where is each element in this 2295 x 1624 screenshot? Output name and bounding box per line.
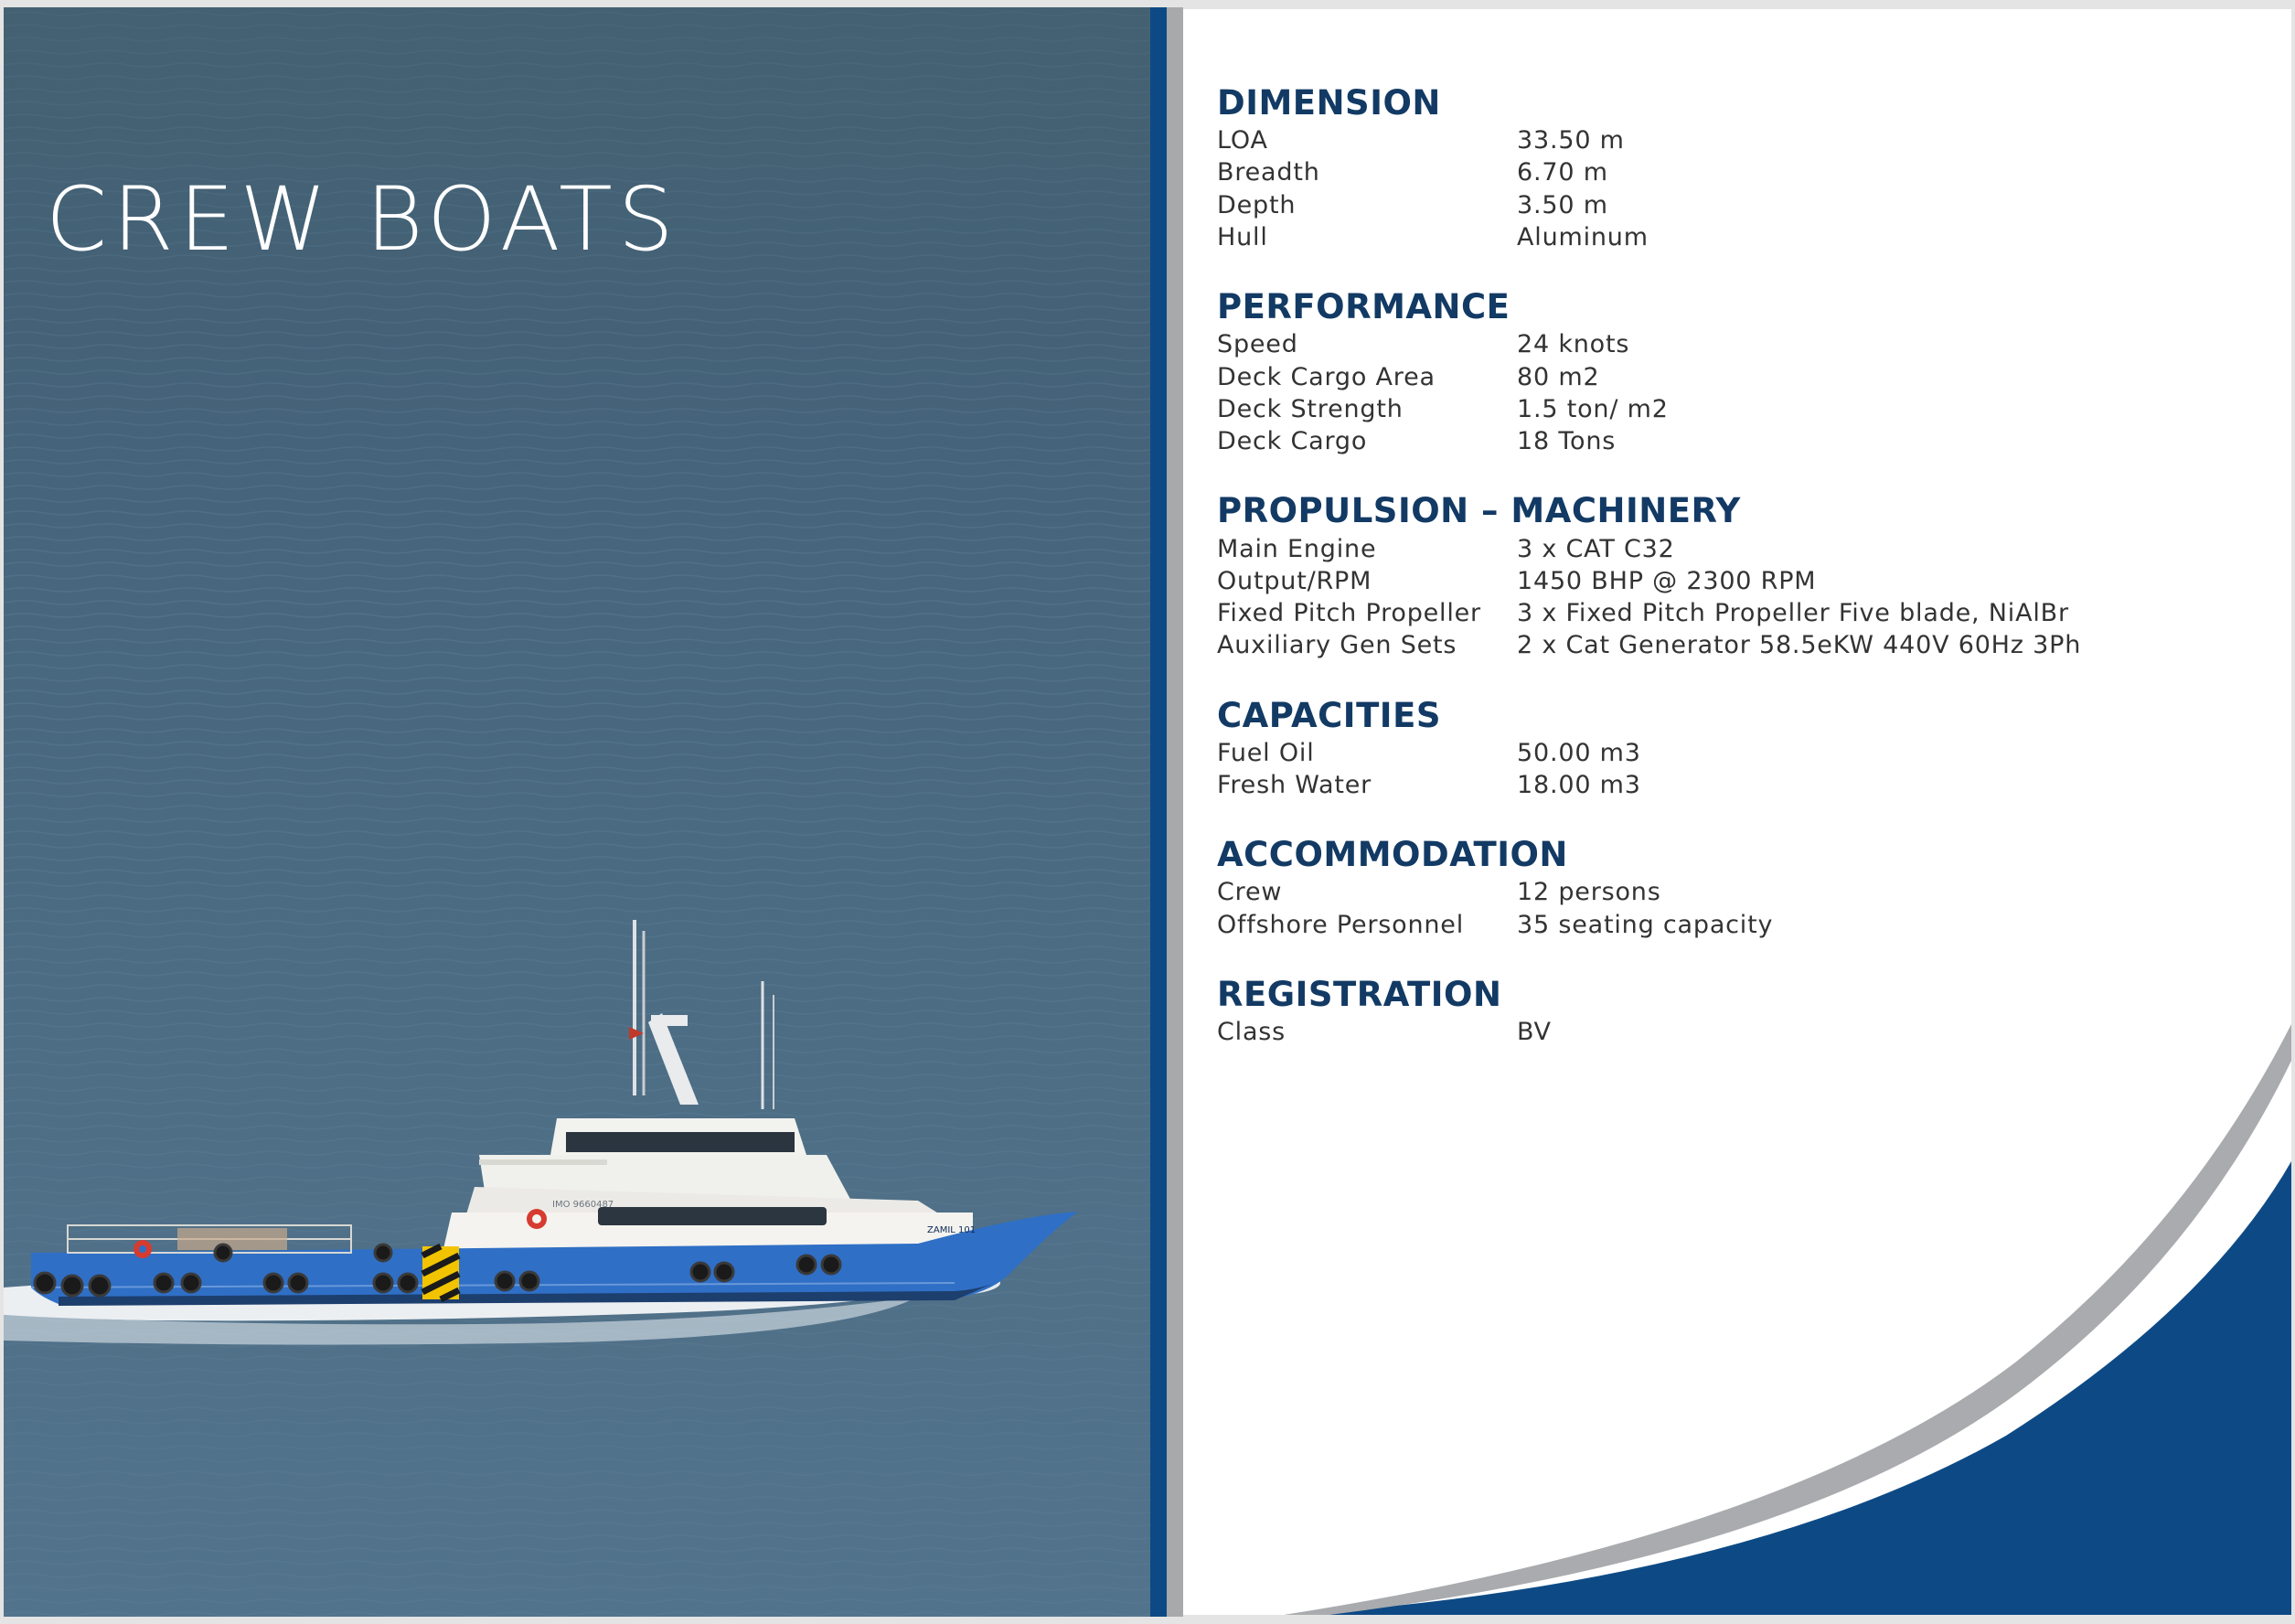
spec-label: Offshore Personnel <box>1217 910 1465 939</box>
spec-row-fresh-water <box>1217 769 2081 801</box>
spec-value: BV <box>1517 1017 1552 1046</box>
section-performance <box>1217 286 2081 457</box>
spec-row-offshore-personnel <box>1217 908 2081 940</box>
spec-row-output-rpm <box>1217 565 2081 597</box>
spec-value: 18 Tons <box>1517 427 1617 456</box>
section-title: CAPACITIES <box>1217 695 1441 735</box>
spec-row-depth <box>1217 189 2081 221</box>
section-title: PERFORMANCE <box>1217 287 1510 327</box>
spec-label: Breadth <box>1217 158 1320 187</box>
spec-panel <box>1183 9 2291 1615</box>
section-title: PROPULSION – MACHINERY <box>1217 491 1741 531</box>
spec-value: 33.50 m <box>1517 126 1625 155</box>
boat-imo-text: IMO 9660487 <box>552 1200 614 1210</box>
spec-label: Auxiliary Gen Sets <box>1217 631 1457 660</box>
section-registration <box>1217 974 2081 1048</box>
section-title: REGISTRATION <box>1217 974 1502 1014</box>
crew-boat-photo <box>4 7 1150 1617</box>
spec-label: Deck Cargo <box>1217 427 1368 456</box>
section-capacities <box>1217 695 2081 802</box>
spec-row-aux-gen <box>1217 629 2081 661</box>
section-propulsion <box>1217 490 2081 661</box>
spec-row-deck-cargo-area <box>1217 360 2081 392</box>
spec-label: Fresh Water <box>1217 771 1372 799</box>
spec-value: 50.00 m3 <box>1517 738 1641 767</box>
spec-sheet <box>1217 82 2081 1048</box>
spec-value: 1.5 ton/ m2 <box>1517 394 1669 423</box>
spec-row-main-engine <box>1217 532 2081 564</box>
spec-label: Fixed Pitch Propeller <box>1217 599 1481 628</box>
spec-row-class <box>1217 1016 2081 1048</box>
spec-value: 6.70 m <box>1517 158 1608 187</box>
spec-label: LOA <box>1217 126 1268 155</box>
spec-row-deck-cargo <box>1217 425 2081 457</box>
spec-row-hull <box>1217 221 2081 253</box>
spec-value: 35 seating capacity <box>1517 910 1774 939</box>
spec-value: 3 x Fixed Pitch Propeller Five blade, NiAlBr <box>1517 599 2069 628</box>
spec-value: 24 knots <box>1517 330 1630 359</box>
spec-value: 1450 BHP @ 2300 RPM <box>1517 566 1817 595</box>
spec-label: Crew <box>1217 878 1283 907</box>
spec-row-deck-strength <box>1217 393 2081 425</box>
section-dimension <box>1217 82 2081 253</box>
spec-label: Deck Strength <box>1217 394 1404 423</box>
spec-value: 80 m2 <box>1517 362 1600 391</box>
page-title: CREW BOATS <box>46 168 679 271</box>
spec-label: Class <box>1217 1017 1286 1046</box>
crew-boat-illustration <box>4 913 1150 1388</box>
spec-value: Aluminum <box>1517 223 1649 252</box>
spec-label: Depth <box>1217 190 1297 219</box>
spec-value: 18.00 m3 <box>1517 771 1641 799</box>
spec-label: Fuel Oil <box>1217 738 1315 767</box>
spec-label: Hull <box>1217 223 1268 252</box>
section-title: DIMENSION <box>1217 83 1441 123</box>
spec-value: 12 persons <box>1517 878 1661 907</box>
spec-label: Main Engine <box>1217 534 1377 563</box>
navy-divider-strip <box>1150 7 1167 1617</box>
spec-value: 2 x Cat Generator 58.5eKW 440V 60Hz 3Ph <box>1517 631 2082 660</box>
spec-value: 3.50 m <box>1517 190 1608 219</box>
spec-row-fuel-oil <box>1217 737 2081 769</box>
spec-value: 3 x CAT C32 <box>1517 534 1675 563</box>
spec-label: Deck Cargo Area <box>1217 362 1436 391</box>
grey-divider-strip <box>1167 7 1183 1617</box>
spec-row-crew <box>1217 876 2081 908</box>
section-title: ACCOMMODATION <box>1217 835 1568 875</box>
spec-row-breadth <box>1217 156 2081 188</box>
spec-row-loa <box>1217 124 2081 156</box>
spec-row-speed <box>1217 328 2081 360</box>
spec-row-propeller <box>1217 597 2081 629</box>
boat-hull-name: ZAMIL 101 <box>927 1225 977 1235</box>
spec-label: Output/RPM <box>1217 566 1372 595</box>
spec-label: Speed <box>1217 330 1298 359</box>
section-accommodation <box>1217 834 2081 941</box>
